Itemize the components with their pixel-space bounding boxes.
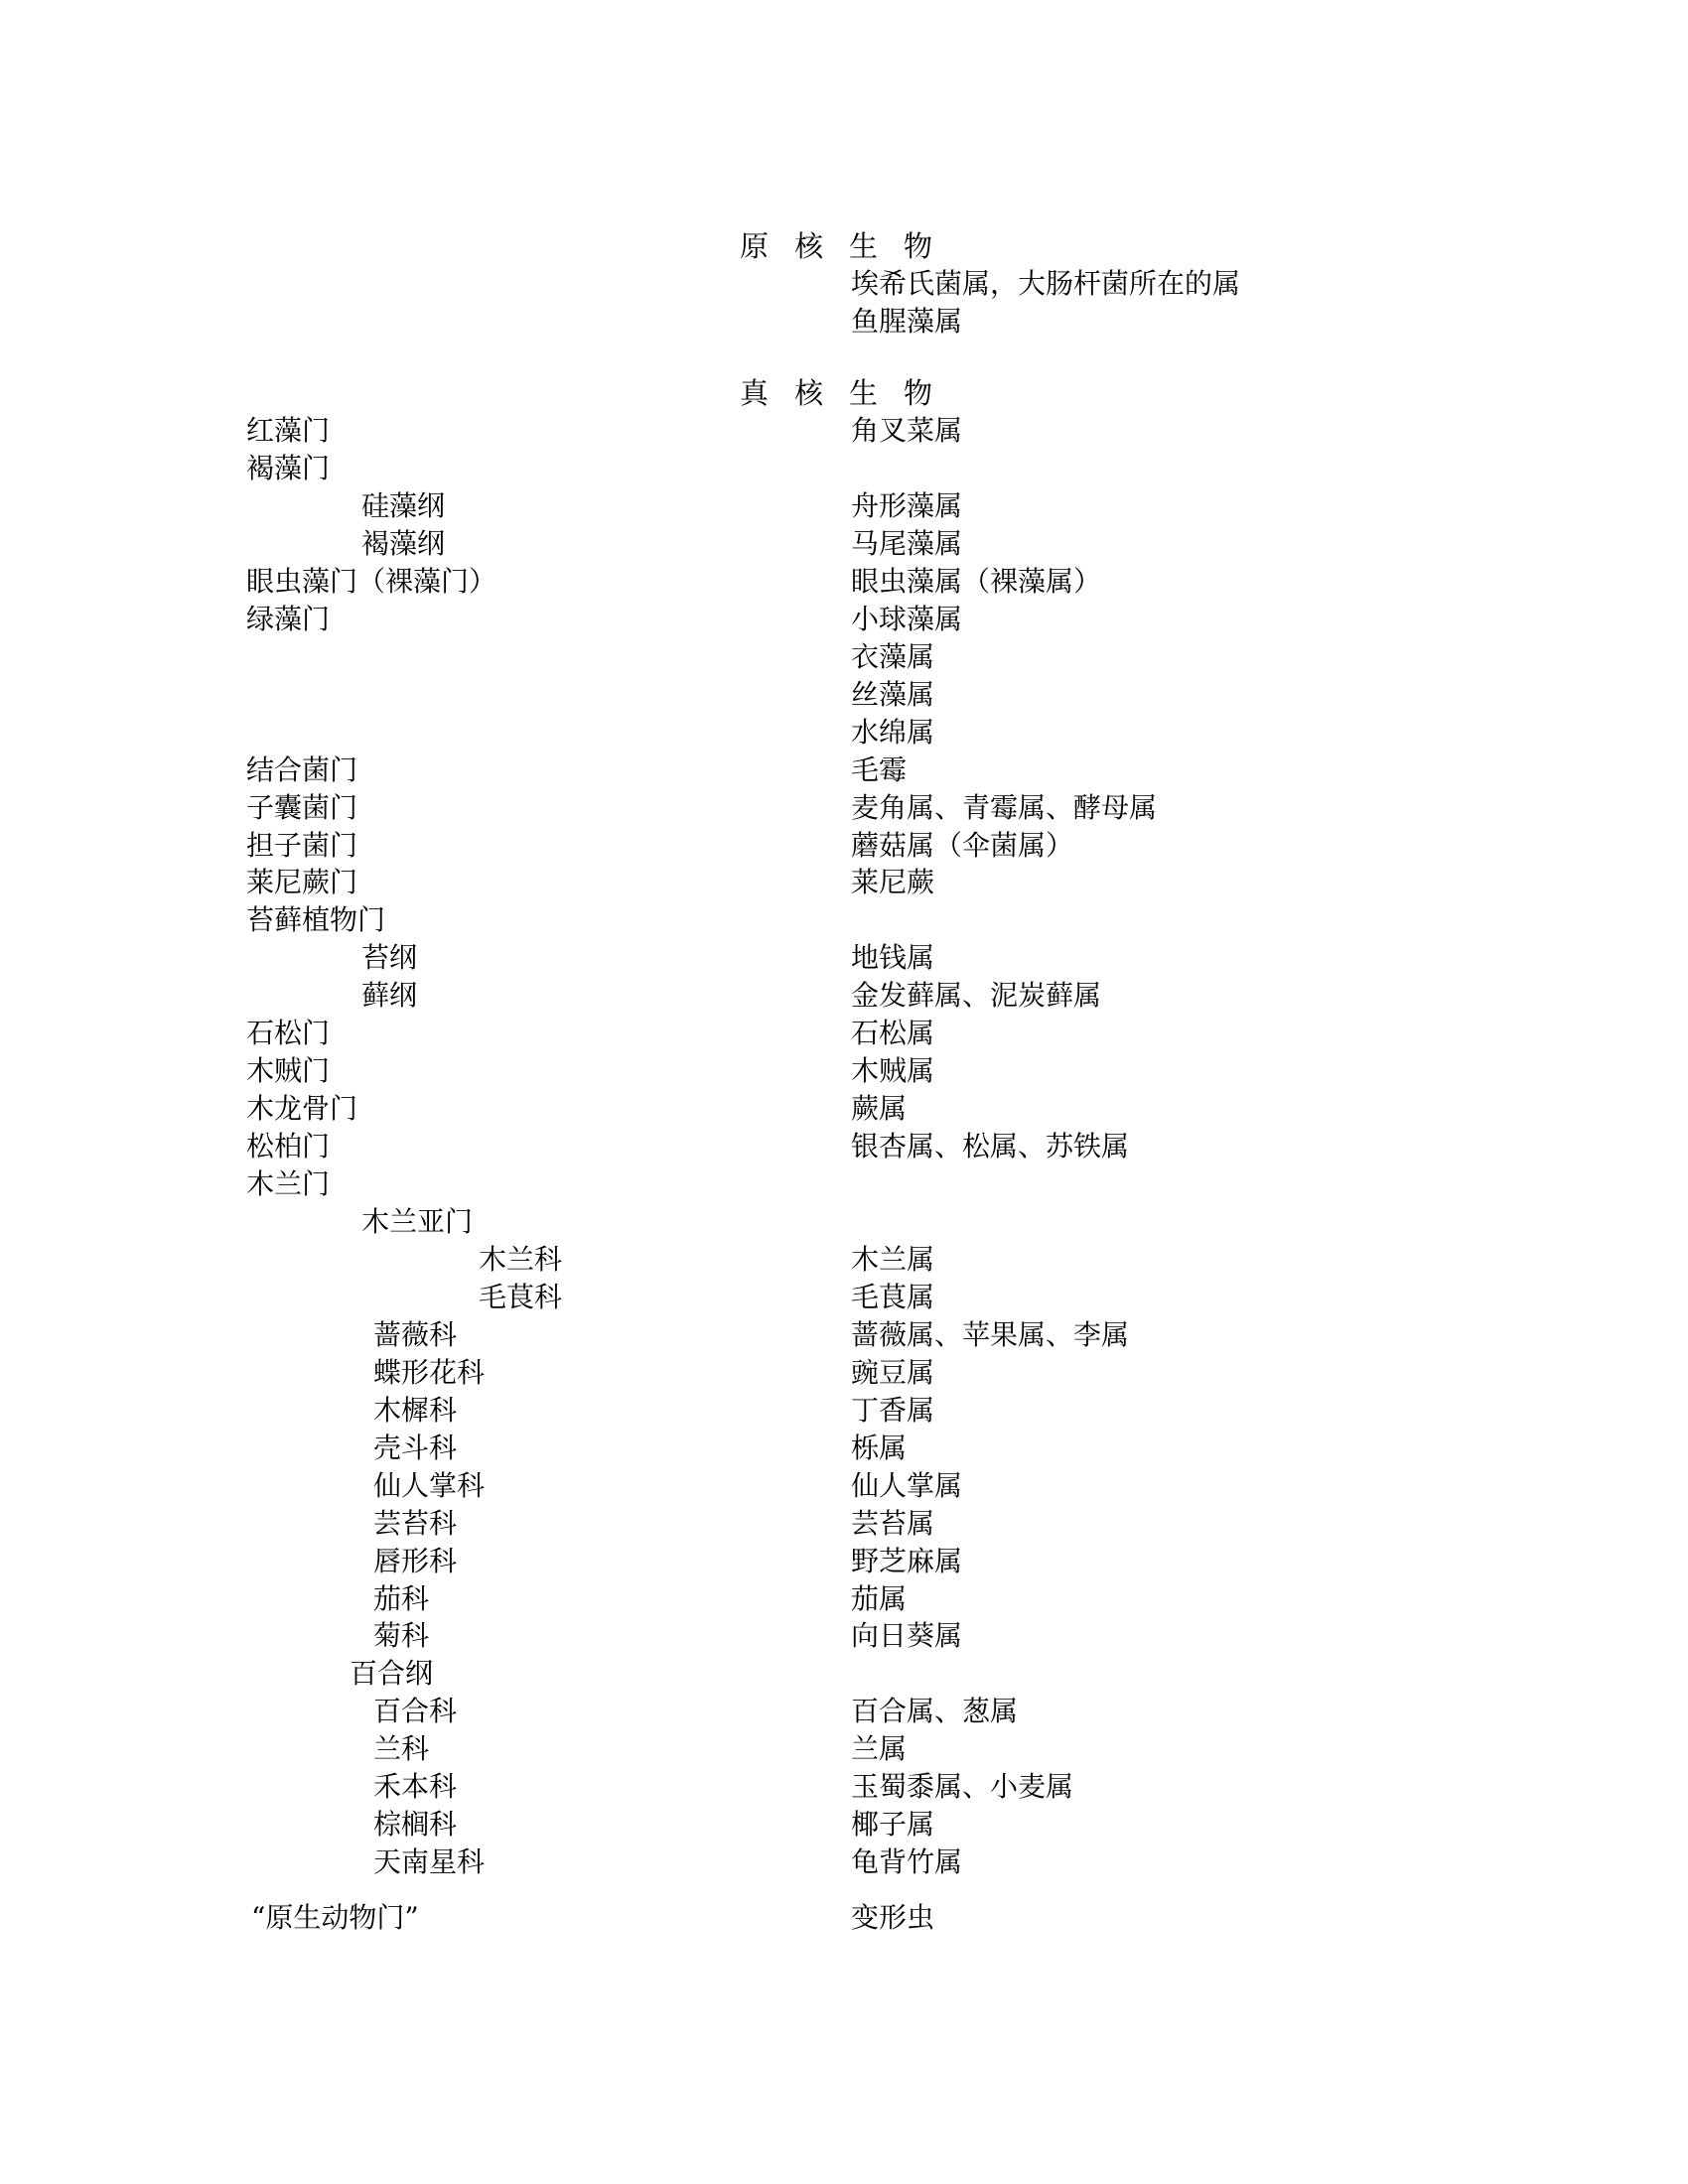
taxon-name: 芸苔科 — [373, 1506, 458, 1540]
taxonomy-row — [0, 1844, 1688, 1880]
taxon-name: 木龙骨门 — [246, 1092, 358, 1126]
taxonomy-row — [0, 1091, 1688, 1127]
taxonomy-row — [0, 1618, 1688, 1654]
taxon-name: 担子菌门 — [246, 828, 358, 862]
taxonomy-row — [0, 451, 1688, 486]
taxonomy-row — [0, 1242, 1688, 1278]
taxonomy-row — [0, 1355, 1688, 1391]
eukaryote-heading: 真核生物 — [740, 376, 959, 410]
taxonomy-row — [0, 1053, 1688, 1089]
taxonomy-row — [0, 1016, 1688, 1051]
genus-name: 角叉菜属 — [851, 414, 963, 447]
taxonomy-row — [0, 1468, 1688, 1504]
genus-name: 木兰属 — [851, 1242, 935, 1276]
taxonomy-row — [0, 790, 1688, 826]
taxon-name: 蝶形花科 — [373, 1355, 486, 1389]
taxon-name: 石松门 — [246, 1017, 331, 1050]
genus-name: 仙人掌属 — [851, 1468, 963, 1502]
genus-name: 豌豆属 — [851, 1355, 935, 1389]
genus-name: 芸苔属 — [851, 1506, 935, 1540]
taxonomy-row — [0, 413, 1688, 449]
taxon-name: 毛茛科 — [479, 1280, 563, 1313]
genus-name: 眼虫藻属（裸藻属） — [851, 564, 1102, 598]
genus-name: 毛茛属 — [851, 1280, 935, 1313]
taxon-name: 木樨科 — [373, 1393, 458, 1427]
genus-name: 椰子属 — [851, 1808, 935, 1842]
genus-name: 莱尼蕨 — [851, 866, 935, 899]
taxon-name: 木兰科 — [479, 1242, 563, 1276]
taxon-name: 结合菌门 — [246, 752, 358, 786]
genus-name: 向日葵属 — [851, 1619, 963, 1653]
taxonomy-row — [0, 677, 1688, 713]
prokaryote-heading: 原核生物 — [740, 229, 959, 263]
taxonomy-row — [0, 1694, 1688, 1729]
taxon-name: 褐藻纲 — [361, 526, 446, 560]
genus-name: 蔷薇属、苹果属、李属 — [851, 1317, 1130, 1351]
genus-name: 木贼属 — [851, 1054, 935, 1088]
taxon-name: 硅藻纲 — [361, 488, 446, 522]
taxonomy-row — [0, 1731, 1688, 1767]
taxonomy-row — [0, 752, 1688, 788]
taxon-name: 苔纲 — [361, 941, 418, 975]
genus-name: 水绵属 — [851, 715, 935, 749]
taxon-name: 木贼门 — [246, 1054, 331, 1088]
taxon-name: 百合科 — [373, 1695, 458, 1728]
taxon-name: 子囊菌门 — [246, 790, 358, 824]
taxonomy-row — [0, 828, 1688, 864]
taxonomy-row — [0, 715, 1688, 751]
genus-name: 栎属 — [851, 1431, 908, 1464]
taxonomy-row — [0, 978, 1688, 1014]
taxon-name: 苔藓植物门 — [246, 903, 386, 937]
protozoa-genus: 变形虫 — [851, 1901, 935, 1934]
genus-name: 龟背竹属 — [851, 1845, 963, 1879]
taxon-name: 蔷薇科 — [373, 1317, 458, 1351]
taxonomy-row — [0, 902, 1688, 938]
taxonomy-row — [0, 488, 1688, 524]
taxonomy-row — [0, 1280, 1688, 1315]
taxon-name: 菊科 — [373, 1619, 430, 1653]
genus-name: 小球藻属 — [851, 602, 963, 635]
taxonomy-row — [0, 564, 1688, 600]
taxon-name: 天南星科 — [373, 1845, 486, 1879]
taxonomy-row — [0, 1656, 1688, 1692]
taxonomy-row — [0, 1129, 1688, 1164]
protozoa-row — [0, 1900, 1688, 1936]
genus-name: 石松属 — [851, 1017, 935, 1050]
taxonomy-row — [0, 1506, 1688, 1542]
taxonomy-row — [0, 1581, 1688, 1617]
genus-name: 百合属、葱属 — [851, 1695, 1019, 1728]
taxon-name: 褐藻门 — [246, 451, 331, 484]
protozoa-phylum: “原生动物门” — [251, 1901, 419, 1934]
genus-name: 金发藓属、泥炭藓属 — [851, 979, 1102, 1013]
taxonomy-row — [0, 602, 1688, 637]
prokaryote-item: 鱼腥藻属 — [851, 305, 963, 338]
taxonomy-row — [0, 940, 1688, 976]
genus-name: 蘑菇属（伞菌属） — [851, 828, 1074, 862]
taxonomy-row — [0, 639, 1688, 675]
prokaryote-item: 埃希氏菌属，大肠杆菌所在的属 — [851, 267, 1241, 300]
taxonomy-row — [0, 1317, 1688, 1353]
genus-name: 丁香属 — [851, 1393, 935, 1427]
taxon-name: 松柏门 — [246, 1130, 331, 1163]
genus-name: 麦角属、青霉属、酵母属 — [851, 790, 1158, 824]
taxonomy-row — [0, 1431, 1688, 1466]
genus-name: 银杏属、松属、苏铁属 — [851, 1130, 1130, 1163]
taxon-name: 唇形科 — [373, 1544, 458, 1577]
taxon-name: 木兰亚门 — [361, 1205, 474, 1238]
taxonomy-row — [0, 1204, 1688, 1240]
taxonomy-row — [0, 1544, 1688, 1579]
taxon-name: 禾本科 — [373, 1770, 458, 1804]
taxon-name: 红藻门 — [246, 414, 331, 447]
taxon-name: 壳斗科 — [373, 1431, 458, 1464]
taxon-name: 藓纲 — [361, 979, 418, 1013]
genus-name: 毛霉 — [851, 752, 908, 786]
taxon-name: 绿藻门 — [246, 602, 331, 635]
genus-name: 丝藻属 — [851, 677, 935, 711]
taxonomy-row — [0, 526, 1688, 562]
taxon-name: 兰科 — [373, 1732, 430, 1766]
genus-name: 蕨属 — [851, 1092, 908, 1126]
genus-name: 马尾藻属 — [851, 526, 963, 560]
taxonomy-row — [0, 1393, 1688, 1429]
genus-name: 野芝麻属 — [851, 1544, 963, 1577]
genus-name: 衣藻属 — [851, 639, 935, 673]
genus-name: 茄属 — [851, 1581, 908, 1615]
taxon-name: 莱尼蕨门 — [246, 866, 358, 899]
taxonomy-row — [0, 1166, 1688, 1202]
taxonomy-row — [0, 1769, 1688, 1805]
taxonomy-row — [0, 1807, 1688, 1843]
taxon-name: 眼虫藻门（裸藻门） — [246, 564, 497, 598]
taxon-name: 棕榈科 — [373, 1808, 458, 1842]
genus-name: 舟形藻属 — [851, 488, 963, 522]
taxon-name: 木兰门 — [246, 1167, 331, 1200]
taxon-name: 仙人掌科 — [373, 1468, 486, 1502]
taxon-name: 茄科 — [373, 1581, 430, 1615]
genus-name: 玉蜀黍属、小麦属 — [851, 1770, 1074, 1804]
genus-name: 地钱属 — [851, 941, 935, 975]
genus-name: 兰属 — [851, 1732, 908, 1766]
taxonomy-row — [0, 865, 1688, 900]
taxon-name: 百合纲 — [350, 1657, 434, 1691]
